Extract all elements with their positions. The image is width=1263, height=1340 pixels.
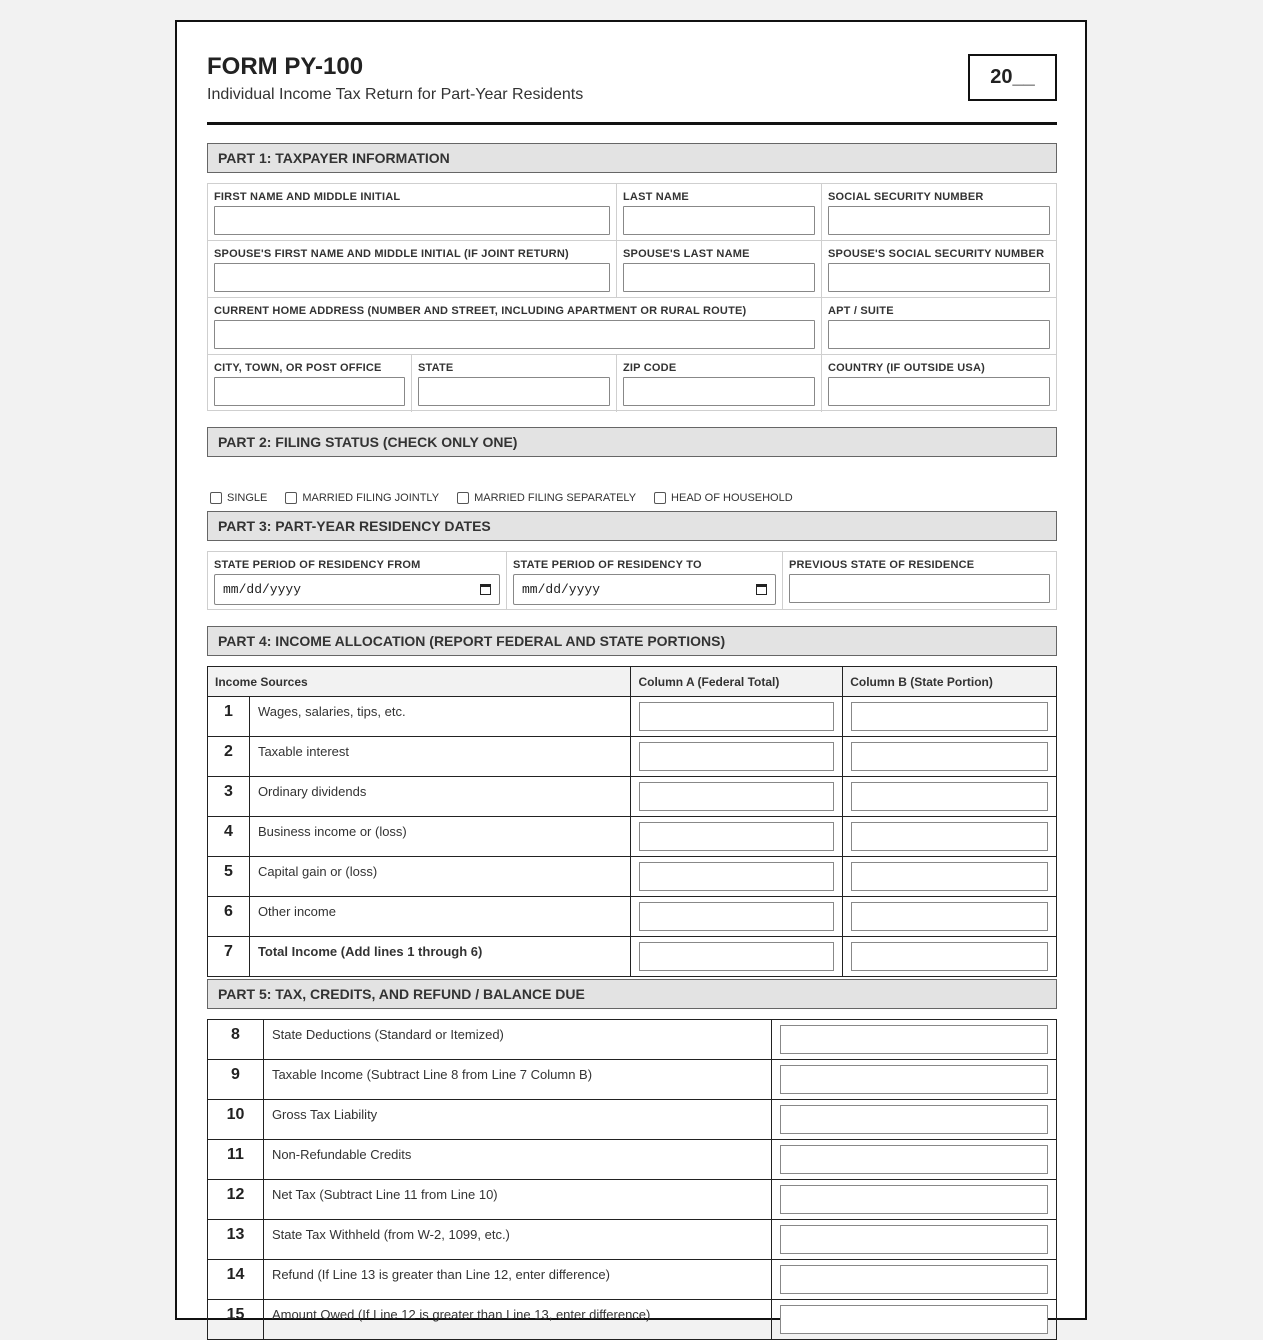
address-input[interactable]: [214, 320, 815, 349]
form-subtitle: Individual Income Tax Return for Part-Year Residents: [207, 86, 584, 103]
state-amount-input[interactable]: [851, 902, 1048, 931]
line-number: 13: [208, 1220, 264, 1260]
table-row: [208, 1100, 1057, 1140]
married-separately-label: MARRIED FILING SEPARATELY: [474, 492, 637, 504]
previous-state-cell: [783, 552, 1056, 609]
line-number: 4: [208, 817, 250, 857]
married-separately-checkbox[interactable]: [457, 492, 469, 504]
first-name-label: FIRST NAME AND MIDDLE INITIAL: [214, 191, 401, 203]
form-page: [175, 20, 1087, 1323]
filing-status-head-of-household[interactable]: [654, 492, 793, 504]
first-name-cell: [208, 184, 617, 241]
line-description: Other income: [249, 897, 631, 937]
line-description: Amount Owed (If Line 12 is greater than Line 13, enter difference): [263, 1300, 771, 1340]
part1-heading: PART 1: TAXPAYER INFORMATION: [207, 143, 1057, 173]
line-description: Ordinary dividends: [249, 777, 631, 817]
tax-year-box: 20__: [968, 54, 1057, 101]
line-number: 7: [208, 937, 250, 977]
residency-to-placeholder: mm/dd/yyyy: [522, 582, 601, 597]
spouse-last-name-input[interactable]: [623, 263, 815, 292]
col-federal-total: Column A (Federal Total): [631, 667, 843, 697]
state-amount-input[interactable]: [851, 862, 1048, 891]
calendar-icon[interactable]: [480, 584, 491, 595]
city-input[interactable]: [214, 377, 405, 406]
taxpayer-info-grid: [207, 183, 1057, 411]
address-label: CURRENT HOME ADDRESS (NUMBER AND STREET, INCLUDING APARTMENT OR RURAL ROUTE): [214, 305, 747, 317]
spouse-last-name-cell: [617, 241, 822, 298]
spouse-last-name-label: SPOUSE'S LAST NAME: [623, 248, 750, 260]
line-number: 15: [208, 1300, 264, 1340]
state-cell: [412, 355, 617, 412]
married-jointly-checkbox[interactable]: [285, 492, 297, 504]
city-cell: [208, 355, 412, 412]
apt-label: APT / SUITE: [828, 305, 894, 317]
amount-input[interactable]: [780, 1145, 1048, 1174]
table-row: [208, 697, 1057, 737]
spouse-ssn-label: SPOUSE'S SOCIAL SECURITY NUMBER: [828, 248, 1045, 260]
line-number: 8: [208, 1020, 264, 1060]
country-label: COUNTRY (IF OUTSIDE USA): [828, 362, 985, 374]
filing-status-single[interactable]: [210, 492, 267, 504]
line-number: 6: [208, 897, 250, 937]
spouse-first-name-input[interactable]: [214, 263, 610, 292]
line-description: Capital gain or (loss): [249, 857, 631, 897]
line-number: 11: [208, 1140, 264, 1180]
line-description: State Tax Withheld (from W-2, 1099, etc.): [263, 1220, 771, 1260]
federal-amount-input[interactable]: [639, 942, 834, 971]
spouse-first-name-cell: [208, 241, 617, 298]
zip-input[interactable]: [623, 377, 815, 406]
ssn-cell: [822, 184, 1056, 241]
line-description: Wages, salaries, tips, etc.: [249, 697, 631, 737]
part3-heading: PART 3: PART-YEAR RESIDENCY DATES: [207, 511, 1057, 541]
table-row: [208, 1260, 1057, 1300]
table-row: [208, 937, 1057, 977]
line-number: 10: [208, 1100, 264, 1140]
table-row: [208, 777, 1057, 817]
line-number: 3: [208, 777, 250, 817]
table-row: [208, 1300, 1057, 1340]
amount-input[interactable]: [780, 1305, 1048, 1334]
previous-state-label: PREVIOUS STATE OF RESIDENCE: [789, 559, 975, 571]
last-name-input[interactable]: [623, 206, 815, 235]
table-row: [208, 817, 1057, 857]
ssn-label: SOCIAL SECURITY NUMBER: [828, 191, 984, 203]
line-description: Taxable Income (Subtract Line 8 from Line 7 Column B): [263, 1060, 771, 1100]
state-amount-input[interactable]: [851, 702, 1048, 731]
spouse-ssn-input[interactable]: [828, 263, 1050, 292]
line-description: Gross Tax Liability: [263, 1100, 771, 1140]
income-allocation-table: [207, 666, 1057, 977]
line-number: 2: [208, 737, 250, 777]
amount-input[interactable]: [780, 1025, 1048, 1054]
married-jointly-label: MARRIED FILING JOINTLY: [302, 492, 440, 504]
residency-from-cell: [208, 552, 507, 609]
tax-credits-table: [207, 1019, 1057, 1340]
form-title: FORM PY-100: [207, 53, 364, 80]
filing-status-options: [210, 492, 811, 504]
federal-amount-input[interactable]: [639, 702, 834, 731]
residency-from-label: STATE PERIOD OF RESIDENCY FROM: [214, 559, 421, 571]
state-amount-input[interactable]: [851, 822, 1048, 851]
residency-dates-grid: [207, 551, 1057, 610]
amount-input[interactable]: [780, 1185, 1048, 1214]
table-row: [208, 1140, 1057, 1180]
table-row: [208, 897, 1057, 937]
table-row: [208, 1180, 1057, 1220]
country-input[interactable]: [828, 377, 1050, 406]
country-cell: [822, 355, 1056, 412]
part2-heading: PART 2: FILING STATUS (CHECK ONLY ONE): [207, 427, 1057, 457]
spouse-first-name-label: SPOUSE'S FIRST NAME AND MIDDLE INITIAL (IF JOINT RETURN): [214, 248, 569, 260]
state-amount-input[interactable]: [851, 942, 1048, 971]
ssn-input[interactable]: [828, 206, 1050, 235]
table-row: [208, 1020, 1057, 1060]
head-of-household-label: HEAD OF HOUSEHOLD: [671, 492, 793, 504]
apt-input[interactable]: [828, 320, 1050, 349]
calendar-icon[interactable]: [756, 584, 767, 595]
line-number: 5: [208, 857, 250, 897]
address-cell: [208, 298, 822, 355]
amount-input[interactable]: [780, 1105, 1048, 1134]
single-label: SINGLE: [227, 492, 268, 504]
residency-to-label: STATE PERIOD OF RESIDENCY TO: [513, 559, 702, 571]
table-row: [208, 737, 1057, 777]
head-of-household-checkbox[interactable]: [654, 492, 666, 504]
col-state-portion: Column B (State Portion): [843, 667, 1057, 697]
residency-from-date-input[interactable]: [214, 574, 500, 605]
federal-amount-input[interactable]: [639, 862, 834, 891]
col-income-sources: Income Sources: [208, 667, 631, 697]
apt-cell: [822, 298, 1056, 355]
line-description: State Deductions (Standard or Itemized): [263, 1020, 771, 1060]
spouse-ssn-cell: [822, 241, 1056, 298]
zip-label: ZIP CODE: [623, 362, 677, 374]
federal-amount-input[interactable]: [639, 782, 834, 811]
state-label: STATE: [418, 362, 454, 374]
line-description: Total Income (Add lines 1 through 6): [249, 937, 631, 977]
table-row: [208, 857, 1057, 897]
table-row: [208, 1060, 1057, 1100]
line-description: Non-Refundable Credits: [263, 1140, 771, 1180]
line-description: Business income or (loss): [249, 817, 631, 857]
single-checkbox[interactable]: [210, 492, 222, 504]
amount-input[interactable]: [780, 1265, 1048, 1294]
city-label: CITY, TOWN, OR POST OFFICE: [214, 362, 382, 374]
line-number: 12: [208, 1180, 264, 1220]
form-content: [207, 22, 1057, 1323]
line-description: Net Tax (Subtract Line 11 from Line 10): [263, 1180, 771, 1220]
amount-input[interactable]: [780, 1225, 1048, 1254]
line-number: 1: [208, 697, 250, 737]
line-description: Taxable interest: [249, 737, 631, 777]
amount-input[interactable]: [780, 1065, 1048, 1094]
first-name-input[interactable]: [214, 206, 610, 235]
federal-amount-input[interactable]: [639, 742, 834, 771]
table-header-row: [208, 667, 1057, 697]
filing-status-married-jointly[interactable]: [285, 492, 439, 504]
zip-cell: [617, 355, 822, 412]
residency-from-placeholder: mm/dd/yyyy: [223, 582, 302, 597]
table-row: [208, 1220, 1057, 1260]
federal-amount-input[interactable]: [639, 822, 834, 851]
last-name-label: LAST NAME: [623, 191, 689, 203]
residency-to-cell: [507, 552, 783, 609]
federal-amount-input[interactable]: [639, 902, 834, 931]
line-number: 14: [208, 1260, 264, 1300]
line-description: Refund (If Line 13 is greater than Line 12, enter difference): [263, 1260, 771, 1300]
part5-heading: PART 5: TAX, CREDITS, AND REFUND / BALANCE DUE: [207, 979, 1057, 1009]
previous-state-input[interactable]: [789, 574, 1050, 603]
state-amount-input[interactable]: [851, 742, 1048, 771]
line-number: 9: [208, 1060, 264, 1100]
state-amount-input[interactable]: [851, 782, 1048, 811]
state-input[interactable]: [418, 377, 610, 406]
form-header: [207, 22, 1057, 125]
residency-to-date-input[interactable]: [513, 574, 776, 605]
last-name-cell: [617, 184, 822, 241]
filing-status-married-separately[interactable]: [457, 492, 636, 504]
part4-heading: PART 4: INCOME ALLOCATION (REPORT FEDERAL AND STATE PORTIONS): [207, 626, 1057, 656]
